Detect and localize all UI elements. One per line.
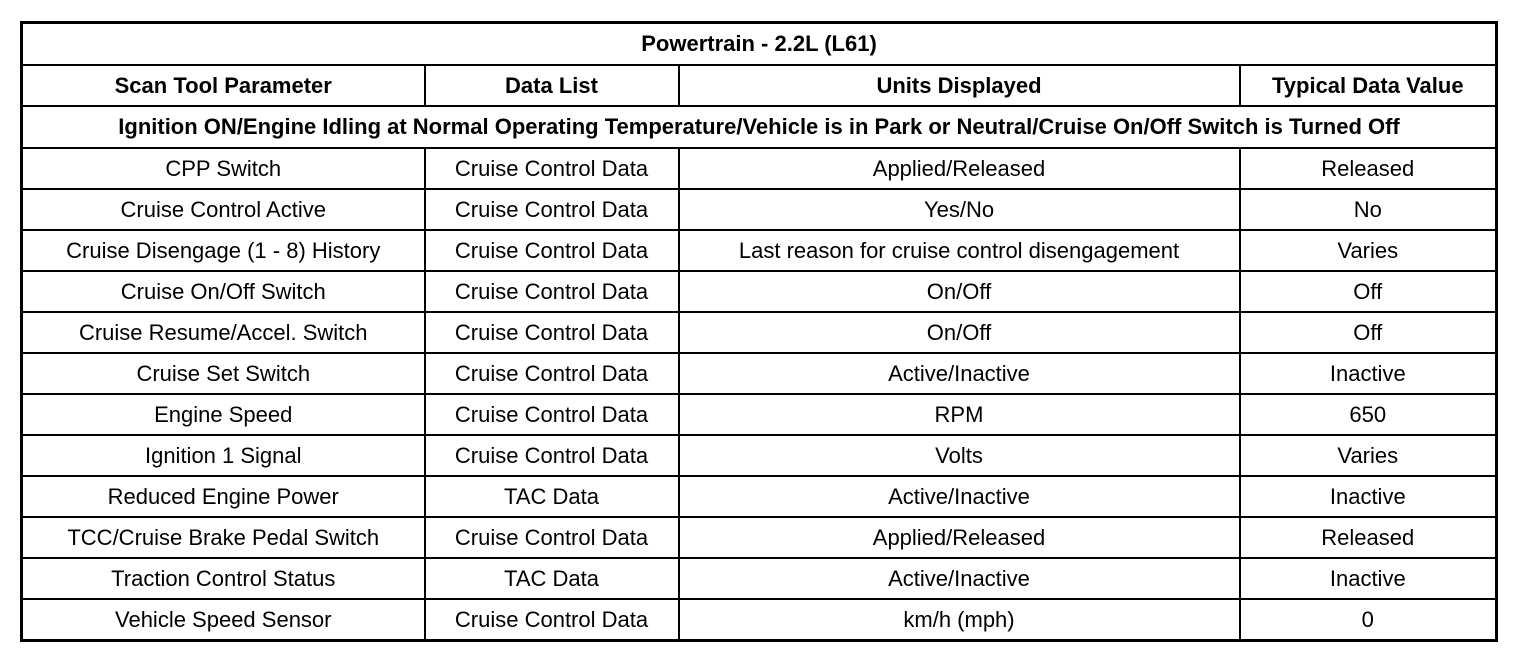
cell-units: Applied/Released [679,148,1240,189]
cell-units: Active/Inactive [679,558,1240,599]
table-row [22,230,1497,271]
cell-parameter: Vehicle Speed Sensor [22,599,425,641]
table-row [22,558,1497,599]
table-body [22,23,1497,641]
cell-data-list: Cruise Control Data [425,394,679,435]
header-typical-data-value: Typical Data Value [1240,65,1497,106]
cell-typical-value: Inactive [1240,558,1497,599]
cell-typical-value: Inactive [1240,476,1497,517]
cell-units: Active/Inactive [679,353,1240,394]
table-row [22,599,1497,641]
cell-parameter: CPP Switch [22,148,425,189]
cell-typical-value: 650 [1240,394,1497,435]
table-row [22,271,1497,312]
cell-parameter: Cruise Control Active [22,189,425,230]
table-row [22,476,1497,517]
cell-typical-value: Inactive [1240,353,1497,394]
cell-data-list: Cruise Control Data [425,312,679,353]
cell-units: km/h (mph) [679,599,1240,641]
table-title: Powertrain - 2.2L (L61) [22,23,1497,66]
cell-typical-value: Varies [1240,435,1497,476]
cell-units: Active/Inactive [679,476,1240,517]
table-row [22,189,1497,230]
cell-data-list: TAC Data [425,476,679,517]
cell-parameter: Traction Control Status [22,558,425,599]
cell-parameter: Ignition 1 Signal [22,435,425,476]
cell-data-list: Cruise Control Data [425,353,679,394]
operating-condition: Ignition ON/Engine Idling at Normal Operating Temperature/Vehicle is in Park or Neutral/Cruise On/Off Switch is Turned Off [22,106,1497,148]
table-row [22,148,1497,189]
table-row [22,394,1497,435]
cell-units: Volts [679,435,1240,476]
scan-tool-data-table [20,21,1498,642]
table-row [22,435,1497,476]
cell-parameter: Cruise On/Off Switch [22,271,425,312]
header-row [22,65,1497,106]
cell-data-list: Cruise Control Data [425,599,679,641]
cell-typical-value: Off [1240,271,1497,312]
cell-parameter: Engine Speed [22,394,425,435]
cell-typical-value: Released [1240,517,1497,558]
cell-data-list: TAC Data [425,558,679,599]
cell-typical-value: Released [1240,148,1497,189]
cell-data-list: Cruise Control Data [425,435,679,476]
cell-parameter: TCC/Cruise Brake Pedal Switch [22,517,425,558]
cell-units: Last reason for cruise control disengagement [679,230,1240,271]
header-data-list: Data List [425,65,679,106]
header-units-displayed: Units Displayed [679,65,1240,106]
table-row [22,312,1497,353]
cell-units: Applied/Released [679,517,1240,558]
cell-data-list: Cruise Control Data [425,271,679,312]
cell-data-list: Cruise Control Data [425,189,679,230]
cell-data-list: Cruise Control Data [425,230,679,271]
cell-parameter: Cruise Disengage (1 - 8) History [22,230,425,271]
cell-data-list: Cruise Control Data [425,148,679,189]
condition-row [22,106,1497,148]
cell-parameter: Cruise Resume/Accel. Switch [22,312,425,353]
header-scan-tool-parameter: Scan Tool Parameter [22,65,425,106]
cell-units: RPM [679,394,1240,435]
cell-data-list: Cruise Control Data [425,517,679,558]
cell-typical-value: 0 [1240,599,1497,641]
cell-units: On/Off [679,271,1240,312]
cell-parameter: Reduced Engine Power [22,476,425,517]
cell-typical-value: Off [1240,312,1497,353]
table-row [22,353,1497,394]
cell-parameter: Cruise Set Switch [22,353,425,394]
cell-typical-value: Varies [1240,230,1497,271]
title-row [22,23,1497,66]
table-row [22,517,1497,558]
cell-typical-value: No [1240,189,1497,230]
cell-units: On/Off [679,312,1240,353]
cell-units: Yes/No [679,189,1240,230]
